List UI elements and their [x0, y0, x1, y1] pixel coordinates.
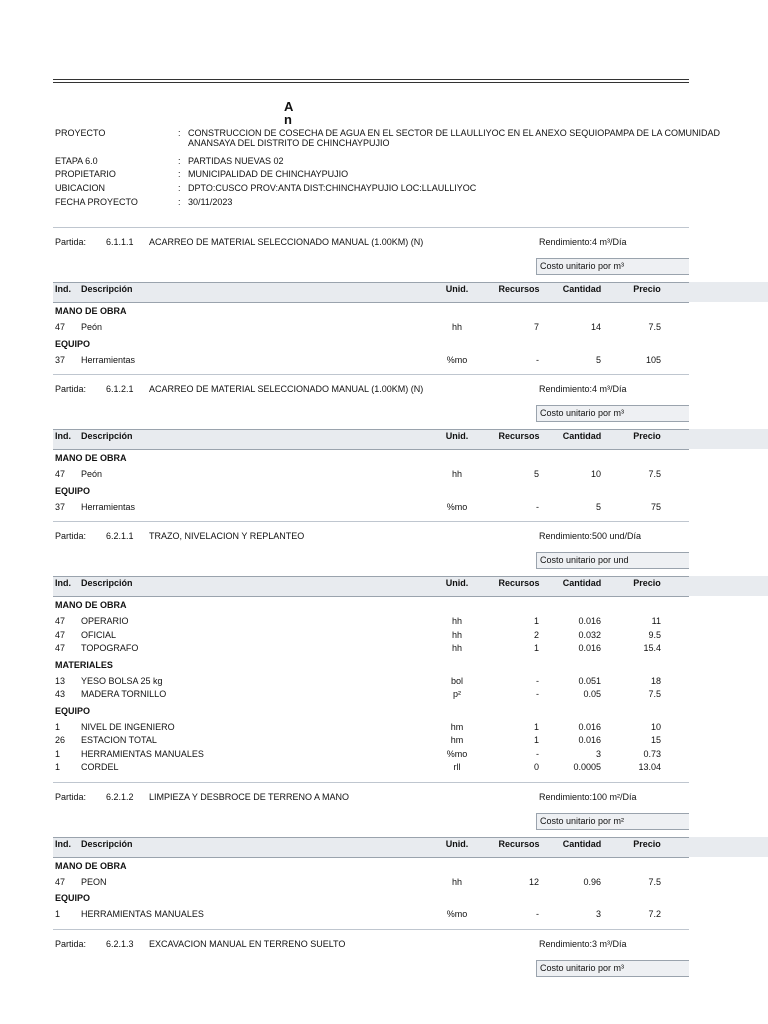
row-unid: %mo: [446, 748, 468, 759]
row-ind: 37: [55, 501, 66, 512]
row-descripcion: OPERARIO: [81, 616, 129, 626]
row-recursos: 2: [533, 629, 539, 640]
row-recursos: 5: [533, 469, 539, 479]
row-ind: 47: [55, 876, 66, 887]
propietario-label: PROPIETARIO: [55, 169, 116, 179]
ubicacion-value: DPTO:CUSCO PROV:ANTA DIST:CHINCHAYPUJIO LOC:LLAULLIYOC: [188, 183, 477, 193]
rendimiento: Rendimiento:100 m²/Día: [539, 791, 637, 802]
row-recursos: -: [536, 501, 539, 512]
costo-unitario-box: Costo unitario por und: [536, 552, 689, 569]
row-unid: hh: [451, 322, 462, 332]
costo-unitario-box: Costo unitario por m³: [536, 405, 689, 422]
row-cantidad: 10: [590, 469, 601, 479]
row-precio: 7.2: [648, 909, 661, 919]
rendimiento: Rendimiento:4 m³/Día: [539, 237, 627, 247]
row-precio: 15: [650, 735, 661, 745]
etapa-label: ETAPA 6.0: [55, 156, 98, 166]
row-cantidad: 0.0005: [573, 762, 601, 772]
category-title: MATERIALES: [55, 659, 113, 670]
header-precio: Precio: [633, 578, 661, 588]
partida-label: Partida:: [55, 791, 87, 802]
row-cantidad: 0.96: [583, 876, 601, 887]
row-descripcion: HERRAMIENTAS MANUALES: [81, 748, 204, 759]
partida-code: 6.1.1.1: [106, 237, 134, 247]
colon: :: [178, 156, 181, 166]
header-cantidad: Cantidad: [562, 431, 602, 441]
row-unid: %mo: [446, 909, 468, 919]
row-descripcion: CORDEL: [81, 762, 119, 772]
category-title: EQUIPO: [55, 338, 91, 349]
header-precio: Precio: [633, 431, 661, 441]
row-precio: 7.5: [648, 322, 661, 332]
header-recursos: Recursos: [498, 838, 540, 849]
row-cantidad: 0.016: [578, 721, 601, 732]
partida-name: LIMPIEZA Y DESBROCE DE TERRENO A MANO: [149, 791, 350, 802]
row-cantidad: 0.05: [583, 689, 601, 699]
row-recursos: 1: [533, 735, 539, 745]
row-precio: 11: [651, 616, 661, 626]
header-ind: Ind.: [55, 838, 71, 849]
row-precio: 9.5: [648, 629, 661, 640]
title-letter: n: [284, 112, 292, 127]
row-cantidad: 14: [590, 322, 601, 332]
row-recursos: 12: [528, 876, 539, 887]
row-descripcion: NIVEL DE INGENIERO: [81, 721, 175, 732]
rendimiento: Rendimiento:4 m³/Día: [539, 384, 627, 394]
header-unid: Unid.: [445, 578, 469, 588]
row-recursos: 1: [533, 643, 539, 653]
costo-unitario-box: Costo unitario por m²: [536, 813, 689, 830]
fecha-label: FECHA PROYECTO: [55, 197, 138, 207]
row-unid: %mo: [446, 354, 468, 365]
proyecto-value-line2: ANANSAYA DEL DISTRITO DE CHINCHAYPUJIO: [188, 138, 390, 148]
row-cantidad: 5: [595, 354, 601, 365]
rendimiento: Rendimiento:3 m³/Día: [539, 938, 627, 949]
row-descripcion: YESO BOLSA 25 kg: [81, 675, 163, 686]
colon: :: [178, 197, 181, 207]
row-recursos: -: [536, 909, 539, 919]
row-recursos: 1: [533, 721, 539, 732]
header-descripcion: Descripción: [81, 838, 133, 849]
header-ind: Ind.: [55, 431, 71, 441]
colon: :: [178, 183, 181, 193]
top-rule: [53, 79, 689, 80]
row-precio: 75: [650, 501, 661, 512]
costo-unitario-box: Costo unitario por m³: [536, 258, 689, 275]
costo-unitario-box: Costo unitario por m³: [536, 960, 689, 977]
proyecto-value-line1: CONSTRUCCION DE COSECHA DE AGUA EN EL SECTOR DE LLAULLIYOC EN EL ANEXO SEQUIOPAMPA DE LA COMUNIDAD: [188, 128, 720, 138]
section-separator: [53, 521, 689, 522]
header-unid: Unid.: [445, 284, 469, 294]
row-ind: 1: [55, 721, 61, 732]
column-header-line: [53, 449, 689, 450]
row-precio: 7.5: [648, 469, 661, 479]
category-title: EQUIPO: [55, 705, 91, 716]
column-header-line: [53, 576, 689, 577]
row-cantidad: 0.032: [578, 629, 601, 640]
row-unid: hh: [451, 643, 462, 653]
ubicacion-label: UBICACION: [55, 183, 106, 193]
header-recursos: Recursos: [498, 431, 540, 441]
row-precio: 0.73: [643, 748, 661, 759]
row-ind: 47: [55, 322, 66, 332]
row-unid: hh: [451, 629, 462, 640]
row-cantidad: 0.016: [578, 643, 601, 653]
rendimiento: Rendimiento:500 und/Día: [539, 531, 642, 541]
partida-name: TRAZO, NIVELACION Y REPLANTEO: [149, 531, 305, 541]
row-descripcion: Peón: [81, 469, 103, 479]
column-header-line: [53, 302, 689, 303]
section-separator: [53, 929, 689, 930]
category-title: EQUIPO: [55, 485, 91, 496]
category-title: MANO DE OBRA: [55, 306, 127, 316]
column-header-line: [53, 837, 689, 838]
proyecto-label: PROYECTO: [55, 128, 106, 138]
header-recursos: Recursos: [498, 284, 540, 294]
row-ind: 37: [55, 354, 66, 365]
row-cantidad: 0.016: [578, 616, 601, 626]
column-header-line: [53, 429, 689, 430]
row-unid: p²: [452, 689, 461, 699]
partida-code: 6.2.1.1: [106, 531, 134, 541]
partida-label: Partida:: [55, 237, 87, 247]
etapa-value: PARTIDAS NUEVAS 02: [188, 156, 284, 166]
row-cantidad: 5: [595, 501, 601, 512]
row-unid: rll: [453, 762, 461, 772]
row-ind: 47: [55, 643, 66, 653]
partida-code: 6.2.1.3: [106, 938, 134, 949]
header-precio: Precio: [633, 838, 661, 849]
column-header-line: [53, 282, 689, 283]
row-descripcion: ESTACION TOTAL: [81, 735, 157, 745]
row-ind: 47: [55, 469, 66, 479]
header-cantidad: Cantidad: [562, 578, 602, 588]
row-descripcion: TOPOGRAFO: [81, 643, 139, 653]
column-header-line: [53, 857, 689, 858]
row-recursos: 0: [533, 762, 539, 772]
row-descripcion: HERRAMIENTAS MANUALES: [81, 909, 204, 919]
row-ind: 47: [55, 629, 66, 640]
row-unid: bol: [450, 675, 463, 686]
row-precio: 10: [650, 721, 661, 732]
header-cantidad: Cantidad: [562, 284, 602, 294]
row-ind: 26: [55, 735, 66, 745]
header-recursos: Recursos: [498, 578, 540, 588]
section-separator: [53, 782, 689, 783]
row-descripcion: Herramientas: [81, 501, 136, 512]
header-unid: Unid.: [445, 431, 469, 441]
row-recursos: 7: [533, 322, 539, 332]
partida-label: Partida:: [55, 531, 87, 541]
row-recursos: -: [536, 675, 539, 686]
row-cantidad: 0.051: [578, 675, 601, 686]
category-title: MANO DE OBRA: [55, 600, 127, 610]
header-ind: Ind.: [55, 578, 71, 588]
partida-code: 6.1.2.1: [106, 384, 134, 394]
partida-code: 6.2.1.2: [106, 791, 134, 802]
row-precio: 105: [645, 354, 661, 365]
title-letter: A: [284, 99, 294, 114]
column-header-line: [53, 596, 689, 597]
row-recursos: -: [536, 354, 539, 365]
row-descripcion: PEON: [81, 876, 107, 887]
row-ind: 47: [55, 616, 66, 626]
partida-label: Partida:: [55, 938, 87, 949]
top-rule: [53, 82, 689, 83]
row-ind: 1: [55, 909, 61, 919]
row-recursos: -: [536, 748, 539, 759]
header-cantidad: Cantidad: [562, 838, 602, 849]
row-unid: hh: [451, 616, 462, 626]
fecha-value: 30/11/2023: [188, 197, 233, 207]
partida-name: ACARREO DE MATERIAL SELECCIONADO MANUAL (1.00KM) (N): [149, 384, 424, 394]
row-ind: 13: [55, 675, 66, 686]
row-descripcion: Peón: [81, 322, 103, 332]
row-descripcion: MADERA TORNILLO: [81, 689, 167, 699]
row-unid: hm: [450, 735, 464, 745]
header-descripcion: Descripción: [81, 431, 133, 441]
row-precio: 7.5: [648, 689, 661, 699]
partida-name: ACARREO DE MATERIAL SELECCIONADO MANUAL (1.00KM) (N): [149, 237, 424, 247]
row-precio: 7.5: [648, 876, 661, 887]
header-unid: Unid.: [445, 838, 469, 849]
category-title: MANO DE OBRA: [55, 453, 127, 463]
row-cantidad: 0.016: [578, 735, 601, 745]
category-title: MANO DE OBRA: [55, 860, 127, 871]
row-precio: 15.4: [643, 643, 661, 653]
section-separator: [53, 227, 689, 228]
row-descripcion: Herramientas: [81, 354, 136, 365]
row-precio: 18: [650, 675, 661, 686]
row-ind: 1: [55, 748, 61, 759]
row-recursos: 1: [533, 616, 539, 626]
row-precio: 13.04: [638, 762, 661, 772]
header-precio: Precio: [633, 284, 661, 294]
propietario-value: MUNICIPALIDAD DE CHINCHAYPUJIO: [188, 169, 349, 179]
row-ind: 43: [55, 689, 66, 699]
row-unid: %mo: [446, 501, 468, 512]
row-unid: hh: [451, 469, 462, 479]
row-unid: hh: [451, 876, 462, 887]
header-ind: Ind.: [55, 284, 71, 294]
row-unid: hm: [450, 721, 464, 732]
section-separator: [53, 374, 689, 375]
row-cantidad: 3: [595, 909, 601, 919]
row-cantidad: 3: [595, 748, 601, 759]
row-ind: 1: [55, 762, 61, 772]
row-descripcion: OFICIAL: [81, 629, 117, 640]
colon: :: [178, 169, 181, 179]
header-descripcion: Descripción: [81, 284, 133, 294]
header-descripcion: Descripción: [81, 578, 133, 588]
partida-label: Partida:: [55, 384, 87, 394]
colon: :: [178, 128, 181, 138]
category-title: EQUIPO: [55, 893, 91, 903]
row-recursos: -: [536, 689, 539, 699]
partida-name: EXCAVACION MANUAL EN TERRENO SUELTO: [149, 938, 346, 949]
